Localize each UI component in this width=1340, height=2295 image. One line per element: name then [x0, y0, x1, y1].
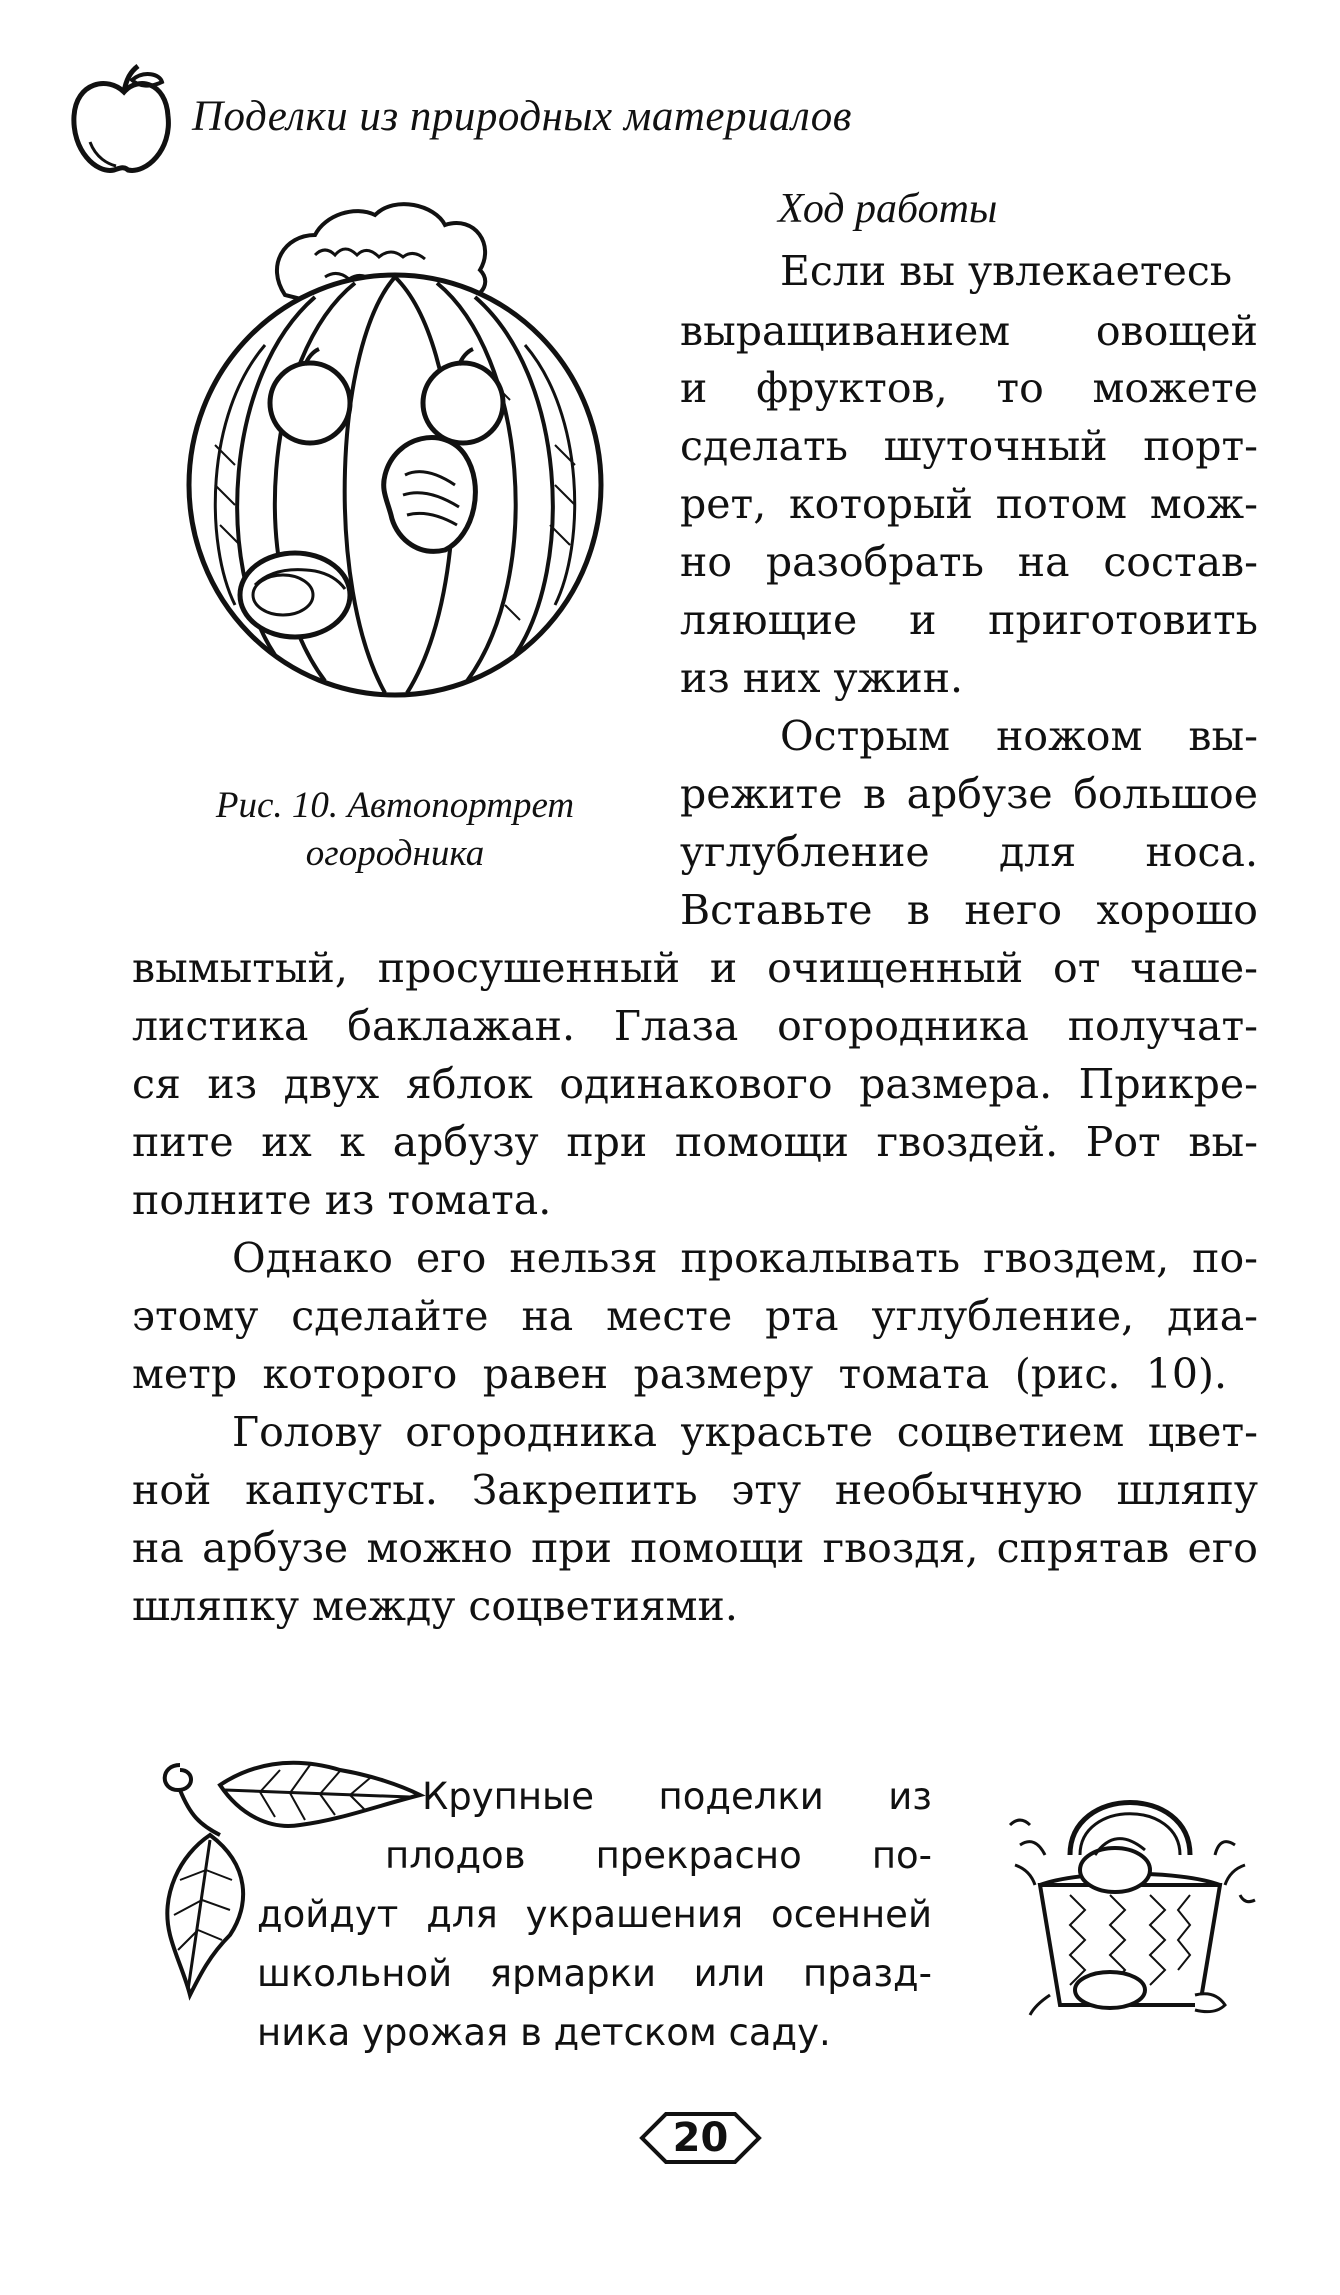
- body-line: ляющие и приготовить: [680, 596, 1258, 644]
- note-line: школьной ярмарки или празд-: [257, 1952, 932, 1995]
- body-line: этому сделайте на месте рта углубление, диа-: [132, 1292, 1258, 1340]
- section-subtitle: Ход работы: [778, 186, 998, 232]
- body-line: Если вы увлекаетесь: [780, 247, 1233, 295]
- note-line: дойдут для украшения осенней: [257, 1893, 932, 1936]
- body-line: рет, который потом мож-: [680, 480, 1258, 528]
- basket-icon: [1000, 1775, 1260, 2035]
- body-line: Однако его нельзя прокалывать гвоздем, по-: [232, 1234, 1258, 1282]
- body-line: Вставьте в него хорошо: [680, 886, 1258, 934]
- note-line: Крупные поделки из: [422, 1775, 932, 1818]
- body-line: листика баклажан. Глаза огородника получат-: [132, 1002, 1258, 1050]
- body-line: сделать шуточный порт-: [680, 422, 1258, 470]
- body-line: углубление для носа.: [680, 828, 1258, 876]
- body-line: но разобрать на состав-: [680, 538, 1258, 586]
- body-line: из них ужин.: [680, 654, 964, 702]
- page-number-badge: [638, 2110, 763, 2166]
- page-number: 20: [672, 2115, 729, 2161]
- watermelon-portrait-illustration: [175, 185, 615, 705]
- running-header: Поделки из природных материалов: [192, 93, 852, 140]
- figure-caption-line1: Рис. 10. Автопортрет: [215, 785, 575, 826]
- body-line: ся из двух яблок одинакового размера. Прикре-: [132, 1060, 1258, 1108]
- body-line: шляпку между соцветиями.: [132, 1582, 738, 1630]
- body-line: ной капусты. Закрепить эту необычную шляпу: [132, 1466, 1258, 1514]
- body-line: метр которого равен размеру томата (рис. 10).: [132, 1350, 1227, 1398]
- body-line: пите их к арбузу при помощи гвоздей. Рот вы-: [132, 1118, 1258, 1166]
- body-line: и фруктов, то можете: [680, 364, 1258, 412]
- body-line: выращиванием овощей: [680, 307, 1258, 355]
- body-line: режите в арбузе большое: [680, 770, 1258, 818]
- note-line: ника урожая в детском саду.: [257, 2011, 831, 2054]
- body-line: на арбузе можно при помощи гвоздя, спрятав его: [132, 1524, 1258, 1572]
- figure-caption-line2: огородника: [305, 833, 485, 874]
- body-line: полните из томата.: [132, 1176, 552, 1224]
- apple-icon: [68, 62, 180, 180]
- body-line: Острым ножом вы-: [780, 712, 1258, 760]
- note-line: плодов прекрасно по-: [385, 1834, 932, 1877]
- body-line: Голову огородника украсьте соцветием цвет-: [232, 1408, 1258, 1456]
- body-line: вымытый, просушенный и очищенный от чаше-: [132, 944, 1258, 992]
